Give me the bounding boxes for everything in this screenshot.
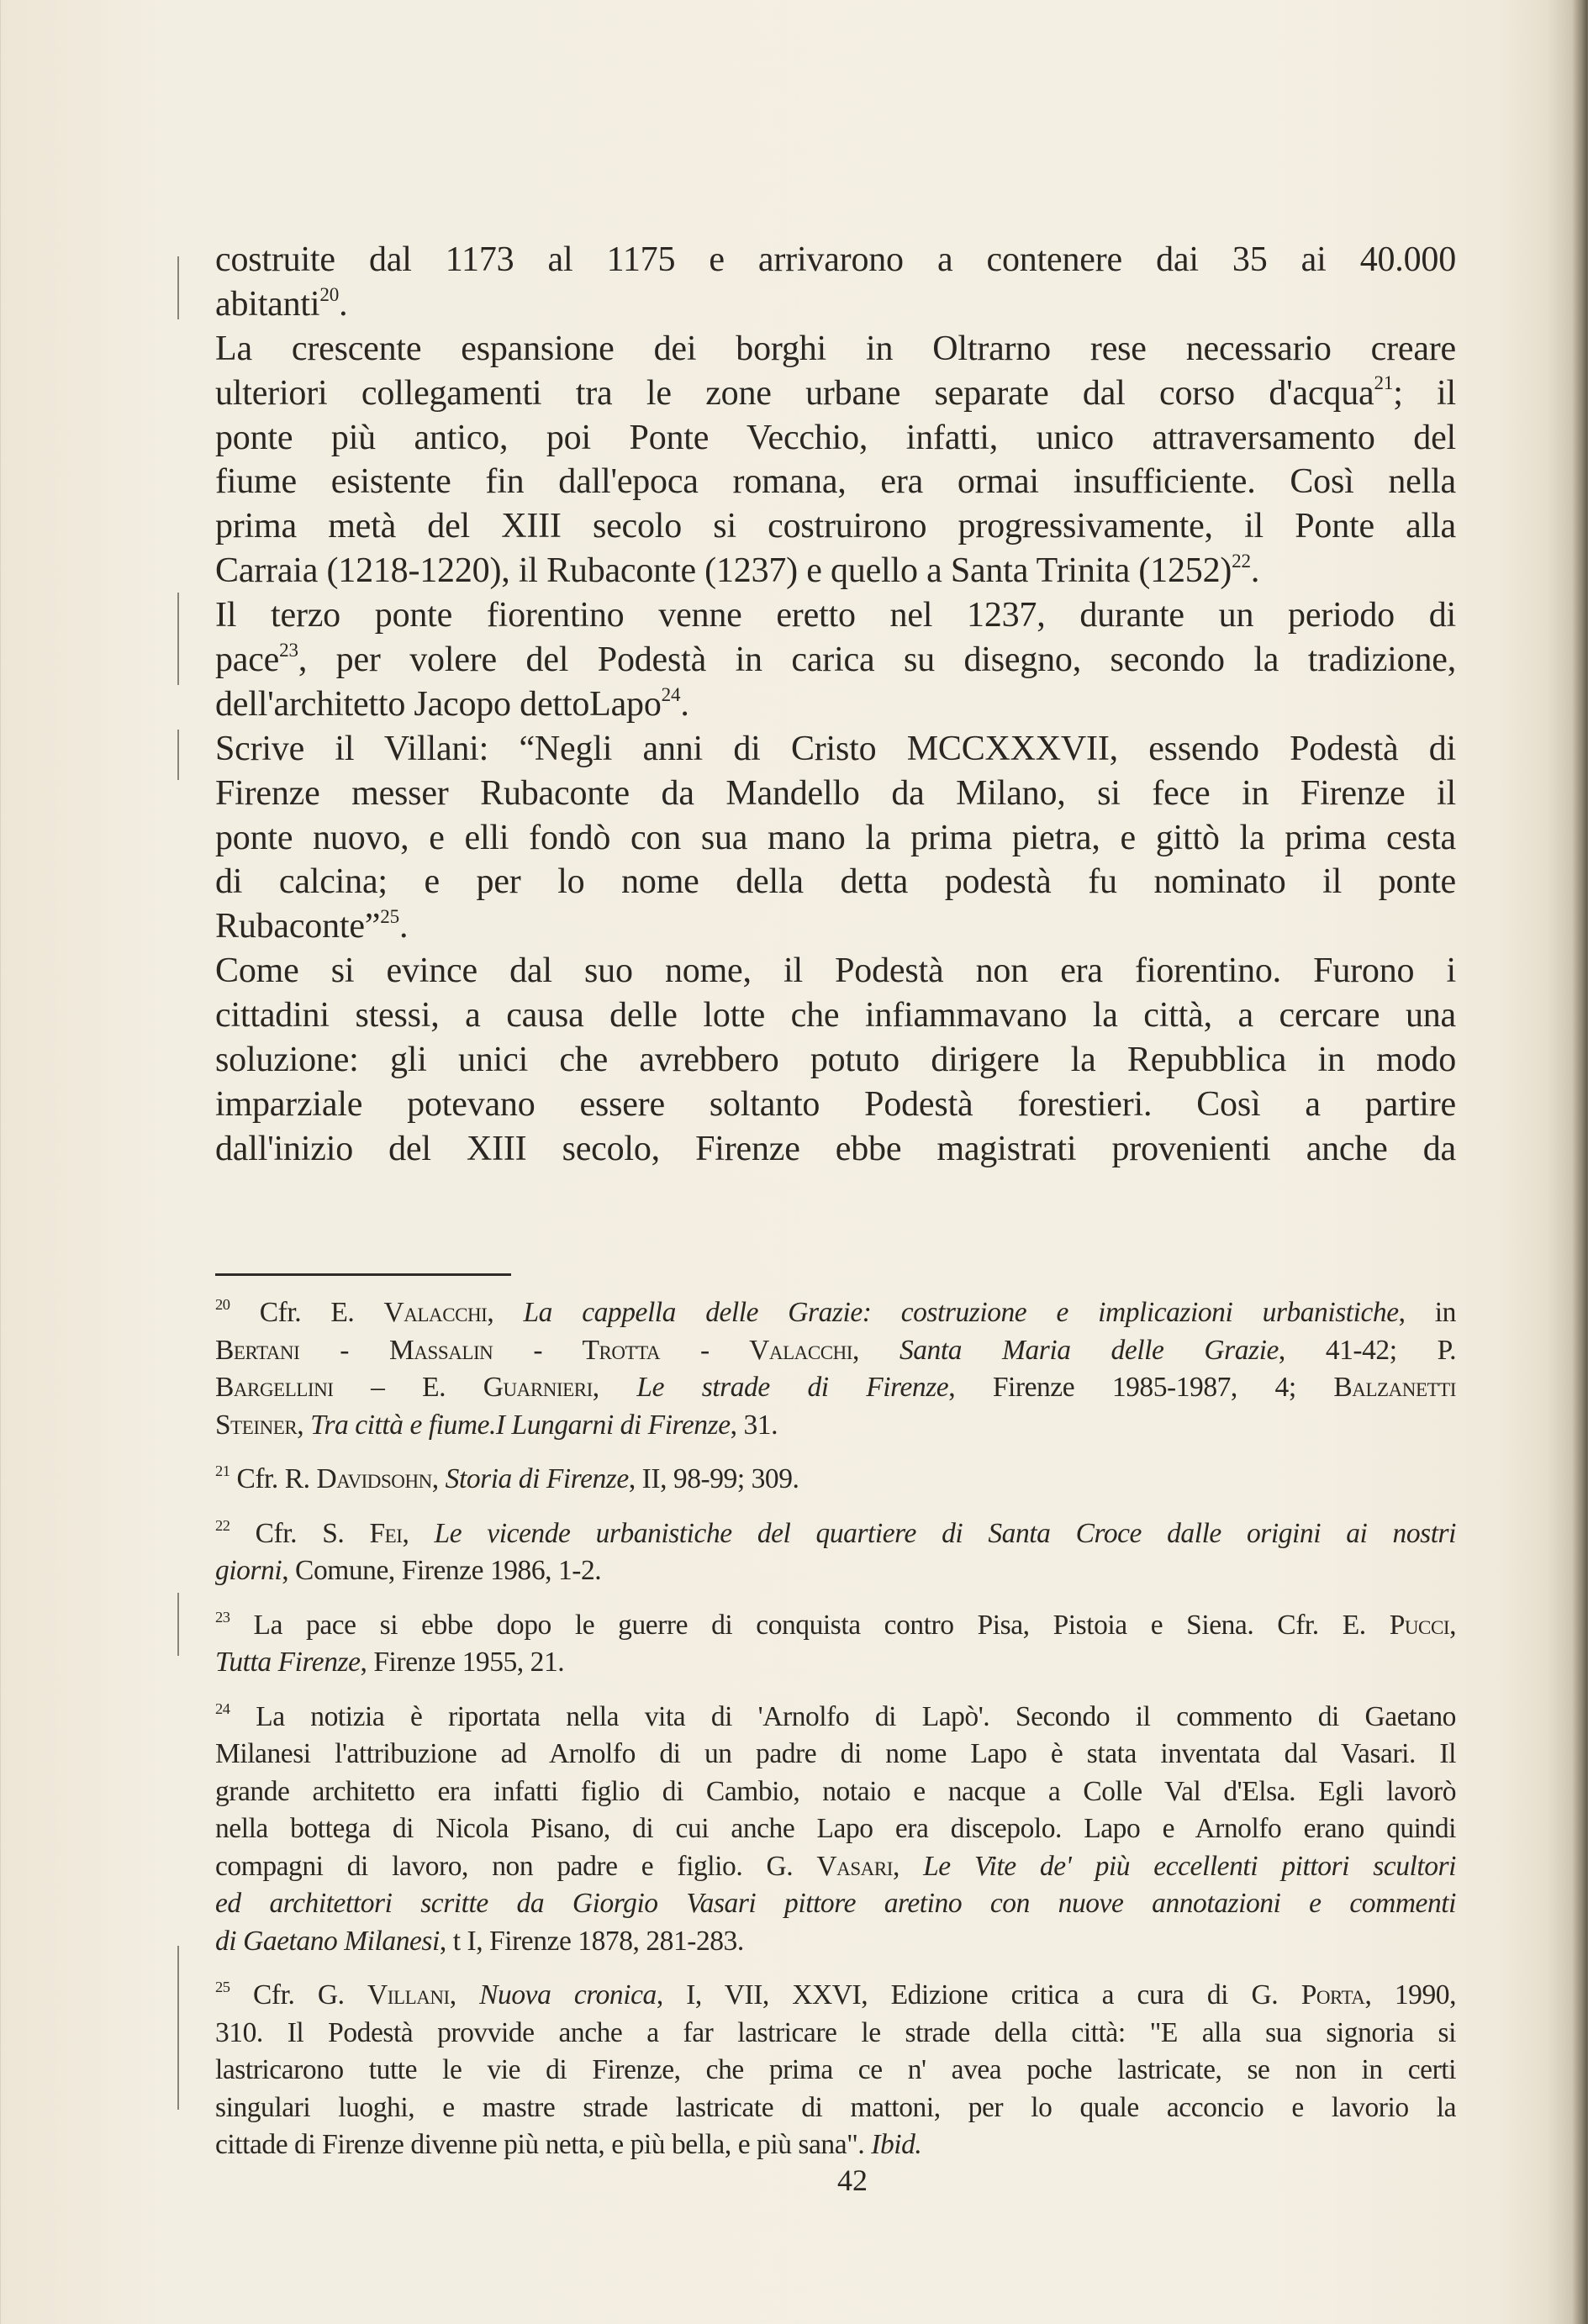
footnote-ref: 24 (215, 1700, 230, 1717)
text-run: Bertani - Massalin - Trotta - Valacchi (215, 1334, 852, 1366)
text-line (215, 1038, 1456, 1083)
text-run: Firenze messer Rubaconte da Mandello da Milano, si fece in Firenze il (215, 773, 1456, 813)
footnote-ref: 24 (661, 682, 681, 705)
text-run: Ibid. (871, 2129, 922, 2160)
text-run: grande architetto era infatti figlio di Cambio, notaio e nacque a Colle Val d'Elsa. Egli lavorò (215, 1775, 1456, 1807)
text-run: imparziale potevano essere soltanto Podestà forestieri. Così a partire (215, 1084, 1456, 1124)
text-line (215, 2015, 1456, 2053)
text-run: , (1449, 1609, 1456, 1641)
text-run: nella bottega di Nicola Pisano, di cui anche Lapo era discepolo. Lapo e Arnolfo erano quindi (215, 1813, 1456, 1844)
text-line (215, 1294, 1456, 1332)
text-run: Balzanetti (1333, 1372, 1456, 1403)
text-run: , (487, 1297, 524, 1328)
text-run: 310. Il Podestà provvide anche a far lastricare le strade della città: "E alla sua signoria si (215, 2016, 1456, 2048)
text-line (215, 993, 1456, 1038)
text-line (215, 549, 1456, 593)
footnote-ref: 25 (215, 1979, 230, 1996)
text-run: , in (1398, 1297, 1456, 1328)
text-run: Storia di Firenze (445, 1463, 629, 1494)
text-run: dall'inizio del XIII secolo, Firenze ebbe magistrati provenienti anche da (215, 1129, 1456, 1168)
footnote-ref: 22 (215, 1516, 230, 1534)
text-line (215, 1923, 1456, 1961)
text-run: , 41-42; P. (1278, 1334, 1456, 1366)
text-run: Santa Maria delle Grazie (899, 1334, 1279, 1366)
text-line (215, 682, 1456, 727)
text-run: , 31. (730, 1409, 778, 1441)
text-run: . (339, 284, 348, 324)
footnote (215, 1607, 1456, 1682)
text-line (215, 1810, 1456, 1848)
text-run: Tra città e fiume.I Lungarni di Firenze (310, 1409, 731, 1441)
text-run: , II, 98-99; 309. (628, 1463, 799, 1494)
footnote-ref: 25 (380, 905, 399, 928)
paragraph (215, 727, 1456, 949)
text-run: Pucci (1389, 1609, 1450, 1641)
paragraph (215, 593, 1456, 727)
text-line (215, 1332, 1456, 1370)
text-run: , (592, 1372, 637, 1403)
text-run: , (297, 1409, 311, 1441)
text-run: singulari luoghi, e mastre strade lastricate di mattoni, per lo quale acconcio e lavorio la (215, 2091, 1456, 2123)
footnote-separator (215, 1273, 511, 1276)
body-text (215, 238, 1456, 1172)
text-run: , (402, 1517, 435, 1549)
text-run: cittade di Firenze divenne più netta, e più bella, e più sana". (215, 2129, 872, 2160)
text-line (215, 504, 1456, 549)
text-run: Villani (367, 1979, 450, 2010)
text-run: Come si evince dal suo nome, il Podestà non era fiorentino. Furono i (215, 951, 1456, 991)
text-run: dell'architetto Jacopo dettoLapo (215, 684, 662, 724)
text-run: La pace si ebbe dopo le guerre di conquista contro Pisa, Pistoia e Siena. Cfr. E. (229, 1609, 1390, 1641)
pencil-margin-mark (177, 730, 179, 780)
footnote (215, 1515, 1456, 1590)
pencil-margin-mark (177, 1593, 179, 1656)
text-line (215, 282, 1456, 327)
text-run: Tutta Firenze (215, 1647, 361, 1678)
text-line (215, 2089, 1456, 2127)
text-run: Cfr. S. (229, 1517, 370, 1549)
text-line (215, 1773, 1456, 1811)
text-line (215, 372, 1456, 416)
text-run: Milanesi l'attribuzione ad Arnolfo di un padre di nome Lapo è stata inventata dal Vasari. Il (215, 1738, 1456, 1769)
text-line (215, 1515, 1456, 1553)
text-run: . (398, 907, 409, 946)
footnotes (215, 1294, 1456, 2181)
text-run: La crescente espansione dei borghi in Oltrarno rese necessario creare (215, 329, 1456, 368)
text-run: lastricarono tutte le vie di Firenze, che prima ce n' avea poche lastricate, se non in certi (215, 2054, 1456, 2085)
text-line (215, 1127, 1456, 1172)
paragraph (215, 949, 1456, 1171)
text-run: Nuova cronica (479, 1979, 657, 2010)
text-run: ed architettori scritte da Giorgio Vasari pittore aretino con nuove annotazioni e commenti (215, 1888, 1456, 1919)
text-run: Vasari (816, 1850, 893, 1882)
text-line (215, 1552, 1456, 1590)
text-line (215, 772, 1456, 816)
text-run: ponte più antico, poi Ponte Vecchio, infatti, unico attraversamento del (215, 418, 1456, 457)
pencil-margin-mark (177, 1946, 179, 2110)
text-line (215, 2052, 1456, 2089)
text-run: compagni di lavoro, non padre e figlio. G. (215, 1850, 817, 1882)
text-run: , 1990, (1364, 1979, 1457, 2010)
text-line (215, 816, 1456, 861)
text-run: , (431, 1463, 446, 1494)
text-run: Scrive il Villani: “Negli anni di Cristo MCCXXXVII, essendo Podestà di (215, 729, 1456, 768)
text-run: di calcina; e per lo nome della detta podestà fu nominato il ponte (215, 862, 1456, 902)
text-line (215, 1736, 1456, 1773)
text-line (215, 1607, 1456, 1645)
text-run: soluzione: gli unici che avrebbero potuto dirigere la Repubblica in modo (215, 1041, 1456, 1080)
text-line (215, 1369, 1456, 1407)
footnote-ref: 21 (1374, 372, 1394, 394)
text-line (215, 1848, 1456, 1886)
text-line (215, 1977, 1456, 2015)
footnote-ref: 20 (319, 282, 340, 305)
text-run: . (680, 684, 689, 724)
text-line (215, 860, 1456, 904)
pencil-margin-mark (177, 593, 179, 685)
text-run: La notizia è riportata nella vita di 'Arnolfo di Lapò'. Secondo il commento di Gaetano (229, 1700, 1456, 1732)
text-run: Davidsohn (316, 1463, 432, 1494)
text-run: , Comune, Firenze 1986, 1-2. (282, 1555, 602, 1586)
text-run: giorni (215, 1555, 282, 1586)
text-line (215, 949, 1456, 993)
text-run: Le Vite de' più eccellenti pittori scultori (923, 1850, 1456, 1882)
pencil-margin-mark (177, 256, 179, 319)
text-run: ulteriori collegamenti tra le zone urbane separate dal corso d'acqua (215, 373, 1374, 413)
text-line (215, 460, 1456, 504)
text-run: Cfr. R. (229, 1463, 317, 1494)
text-run: , per volere del Podestà in carica su disegno, secondo la tradizione, (298, 640, 1456, 680)
text-line (215, 1407, 1456, 1445)
text-line (215, 904, 1456, 949)
text-run: La cappella delle Grazie: costruzione e implicazioni urbanistiche (523, 1297, 1399, 1328)
text-run: Rubaconte” (215, 907, 381, 946)
text-run: Porta (1300, 1979, 1365, 2010)
paragraph (215, 327, 1456, 593)
text-run: Fei (369, 1517, 403, 1549)
text-line (215, 1699, 1456, 1736)
footnote (215, 1699, 1456, 1961)
text-line (215, 638, 1456, 682)
text-run: , Firenze 1985-1987, 4; (948, 1372, 1334, 1403)
text-run: Bargellini – E. Guarnieri (215, 1372, 593, 1403)
text-run: ponte nuovo, e elli fondò con sua mano la prima pietra, e gittò la prima cesta (215, 818, 1456, 857)
text-line (215, 327, 1456, 372)
text-line (215, 1461, 1456, 1499)
text-run: di Gaetano Milanesi (215, 1925, 440, 1957)
text-line (215, 238, 1456, 282)
text-run: , (852, 1334, 900, 1366)
text-run: Carraia (1218-1220), il Rubaconte (1237) e quello a Santa Trinita (1252) (215, 551, 1232, 591)
text-line (215, 1083, 1456, 1127)
text-run: , Firenze 1955, 21. (360, 1647, 565, 1678)
text-run: Steiner (215, 1409, 298, 1441)
footnote (215, 1294, 1456, 1444)
footnote (215, 1977, 1456, 2164)
text-run: , (449, 1979, 480, 2010)
text-run: , I, VII, XXVI, Edizione critica a cura di G. (656, 1979, 1301, 2010)
paragraph (215, 238, 1456, 327)
footnote-ref: 21 (215, 1462, 230, 1480)
text-run: Cfr. E. (229, 1297, 384, 1328)
text-run: cittadini stessi, a causa delle lotte che infiammavano la città, a cercare una (215, 996, 1456, 1036)
text-run: ; il (1393, 373, 1456, 413)
text-run: costruite dal 1173 al 1175 e arrivarono a contenere dai 35 ai 40.000 (215, 240, 1456, 279)
text-line (215, 727, 1456, 772)
footnote-ref: 23 (215, 1608, 230, 1626)
text-run: Valacchi (383, 1297, 488, 1328)
footnote-ref: 22 (1232, 549, 1251, 572)
page-number: 42 (837, 2163, 868, 2197)
text-run: abitanti (215, 284, 320, 324)
footnote-ref: 23 (279, 638, 298, 661)
text-run: Le vicende urbanistiche del quartiere di Santa Croce dalle origini ai nostri (434, 1517, 1457, 1549)
text-line (215, 416, 1456, 461)
text-run: pace (215, 640, 280, 680)
text-run: Le strade di Firenze (636, 1372, 949, 1403)
text-run: , t I, Firenze 1878, 281-283. (439, 1925, 744, 1957)
text-line (215, 593, 1456, 638)
text-line (215, 1885, 1456, 1923)
footnote-ref: 20 (215, 1296, 230, 1314)
text-run: Il terzo ponte fiorentino venne eretto nel 1237, durante un periodo di (215, 596, 1456, 635)
text-run: prima metà del XIII secolo si costruirono progressivamente, il Ponte alla (215, 507, 1456, 546)
text-line (215, 2126, 1456, 2164)
text-line (215, 1644, 1456, 1682)
footnote (215, 1461, 1456, 1499)
text-run: fiume esistente fin dall'epoca romana, era ormai insufficiente. Così nella (215, 462, 1456, 502)
text-run: , (892, 1850, 924, 1882)
text-run: . (1250, 551, 1260, 591)
text-run: Cfr. G. (229, 1979, 368, 2010)
